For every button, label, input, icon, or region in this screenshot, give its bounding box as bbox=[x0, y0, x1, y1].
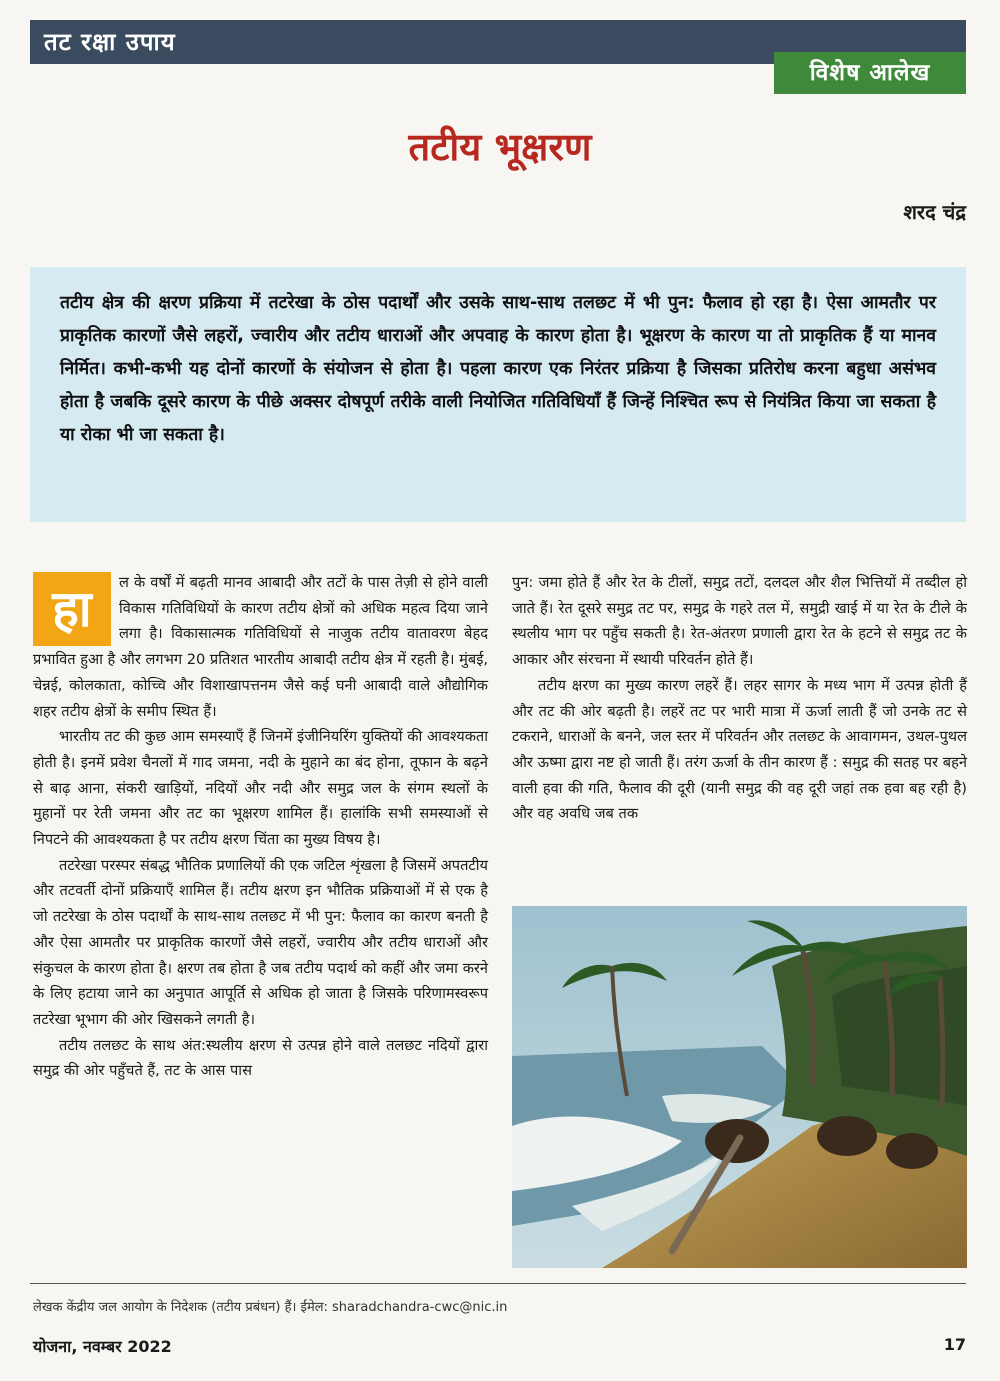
abstract-text: तटीय क्षेत्र की क्षरण प्रक्रिया में तटरेखा के ठोस पदार्थों और उसके साथ-साथ तलछट में भी पुन: फैलाव हो रहा है। ऐसा आमतौर पर प्राकृतिक कारणों जैसे लहरों, ज्वारीय और तटीय धाराओं और अपवाह के कारण होता है। भूक्षरण के कारण या तो प्राकृतिक हैं या मानव निर्मित। कभी-कभी यह दोनों कारणों के संयोजन से होता है। पहला कारण एक निरंतर प्रक्रिया है जिसका प्रतिरोध करना बहुधा असंभव होता है जबकि दूसरे कारण के पीछे अक्सर दोषपूर्ण तरीके वाली नियोजित गतिविधियाँ हैं जिन्हें निश्चित रूप से नियंत्रित किया जा सकता है या रोका भी जा सकता है। bbox=[60, 293, 936, 445]
page-number: 17 bbox=[943, 1335, 966, 1354]
author-name: शरद चंद्र bbox=[903, 200, 966, 224]
paragraph: तटीय क्षरण का मुख्य कारण लहरें हैं। लहर सागर के मध्य भाग में उत्पन्न होती हैं और तट की ओर बढ़ती है। लहरें तट पर भारी मात्रा में ऊर्जा लाती हैं जो उनके तट से टकराने, धाराओं के बनने, जल स्तर में परिवर्तन और तलछट के आवागमन, उथल-पुथल और ऊष्मा द्वारा नष्ट हो जाती हैं। तरंग ऊर्जा के तीन कारण हैं : समुद्र की सतह पर बहने वाली हवा की गति, फैलाव की दूरी (यानी समुद्र की वह दूरी जहां तक हवा बह रही है) और वह अवधि जब तक bbox=[512, 676, 967, 823]
section-title: तट रक्षा उपाय bbox=[44, 28, 176, 56]
footnote-divider bbox=[30, 1283, 966, 1284]
paragraph: तटरेखा परस्पर संबद्ध भौतिक प्रणालियों की एक जटिल शृंखला है जिसमें अपतटीय और तटवर्ती दोनों प्रक्रियाएँ शामिल हैं। तटीय क्षरण इन भौतिक प्रक्रियाओं में से एक है जो तटरेखा के ठोस पदार्थों के साथ-साथ तलछट में भी पुन: फैलाव का कारण बनती है और ऐसा आमतौर पर प्राकृतिक कारणों जैसे लहरों, ज्वारीय और तटीय धाराओं और संकुचल के कारण होता है। क्षरण तब होता है जब तटीय पदार्थ को कहीं और जमा करने के लिए हटाया जाने का अनुपात आपूर्ति से अधिक हो जाता है जिसके परिणामस्वरूप तटरेखा भूभाग की ओर खिसकने लगती है। bbox=[33, 856, 488, 1028]
right-column bbox=[512, 570, 967, 827]
paragraph: ल के वर्षों में बढ़ती मानव आबादी और तटों के पास तेज़ी से होने वाली विकास गतिविधियों के कारण तटीय क्षेत्रों को अधिक महत्व दिया जाने लगा है। विकासात्मक गतिविधियों से नाजुक तटीय वातावरण बेहद प्रभावित हुआ है और लगभग 20 प्रतिशत भारतीय आबादी तटीय क्षेत्र में रहती है। मुंबई, चेन्नई, कोलकाता, कोच्चि और विशाखापत्तनम जैसे कई घनी आबादी वाले औद्योगिक शहर तटीय क्षेत्रों के समीप स्थित हैं। bbox=[33, 574, 488, 720]
article-title: तटीय भूक्षरण bbox=[408, 125, 592, 169]
publication-footer: योजना, नवम्बर 2022 bbox=[33, 1337, 172, 1356]
author-footnote: लेखक केंद्रीय जल आयोग के निदेशक (तटीय प्रबंधन) हैं। ईमेल: sharadchandra-cwc@nic.in bbox=[33, 1300, 508, 1315]
coastal-erosion-photo bbox=[512, 906, 967, 1268]
paragraph: तटीय तलछट के साथ अंत:स्थलीय क्षरण से उत्पन्न होने वाले तलछट नदियों द्वारा समुद्र की ओर पहुँचते हैं, तट के आस पास bbox=[33, 1036, 488, 1080]
drop-cap: हा bbox=[33, 572, 111, 646]
abstract-box bbox=[30, 267, 966, 522]
left-column bbox=[33, 570, 488, 1084]
paragraph: भारतीय तट की कुछ आम समस्याएँ हैं जिनमें इंजीनियरिंग युक्तियों की आवश्यकता होती है। इनमें प्रवेश चैनलों में गाद जमना, नदी के मुहाने का बंद होना, तूफान के बढ़ने से बाढ़ आना, संकरी खाड़ियों, नदियों और नदी और समुद्र जल के संगम स्थलों के मुहानों पर रेती जमना और तट का भूक्षरण शामिल हैं। हालांकि सभी समस्याओं से निपटने की आवश्यकता है पर तटीय क्षरण चिंता का मुख्य विषय है। bbox=[33, 728, 488, 849]
special-article-badge: विशेष आलेख bbox=[774, 52, 966, 94]
paragraph: पुन: जमा होते हैं और रेत के टीलों, समुद्र तटों, दलदल और शैल भित्तियों में तब्दील हो जाते हैं। रेत दूसरे समुद्र तट पर, समुद्र के गहरे तल में, समुद्री खाई में या रेत के टीले के स्थलीय भाग पर पहुँच सकती है। रेत-अंतरण प्रणाली द्वारा रेत के हटने से समुद्र तट के आकार और संरचना में स्थायी परिवर्तन होते हैं। bbox=[512, 574, 967, 669]
